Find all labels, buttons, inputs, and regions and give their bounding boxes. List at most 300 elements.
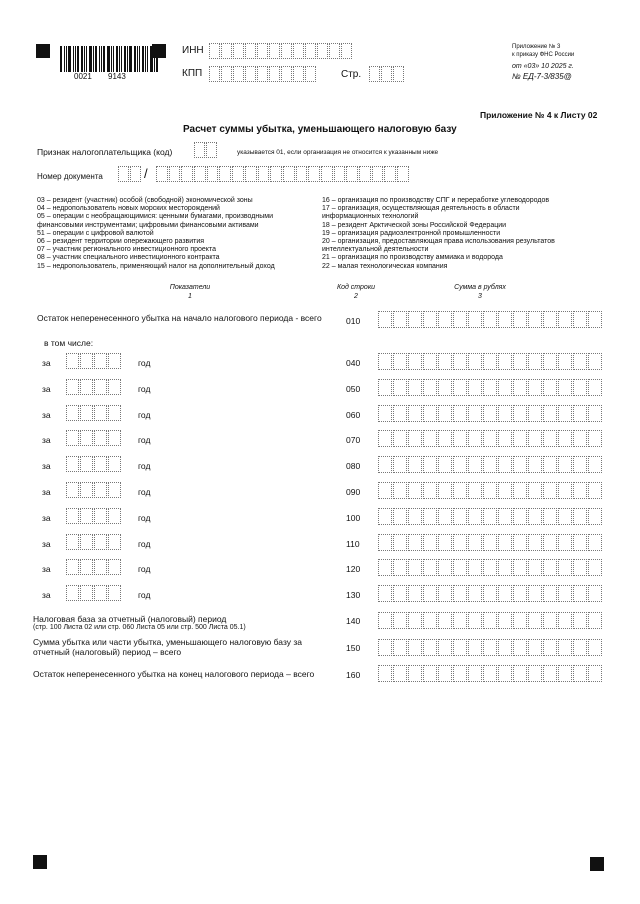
input-cell[interactable] <box>293 43 304 59</box>
input-cell[interactable] <box>513 534 527 551</box>
input-cell[interactable] <box>588 665 602 682</box>
row-080-amount[interactable] <box>378 456 603 473</box>
input-cell[interactable] <box>66 430 79 446</box>
input-cell[interactable] <box>94 405 107 421</box>
input-cell[interactable] <box>378 534 392 551</box>
input-cell[interactable] <box>483 456 497 473</box>
input-cell[interactable] <box>94 482 107 498</box>
input-cell[interactable] <box>588 379 602 396</box>
input-cell[interactable] <box>513 482 527 499</box>
input-cell[interactable] <box>453 639 467 656</box>
input-cell[interactable] <box>245 166 257 182</box>
input-cell[interactable] <box>108 405 121 421</box>
row-130-amount[interactable] <box>378 585 603 602</box>
input-cell[interactable] <box>588 311 602 328</box>
input-cell[interactable] <box>393 311 407 328</box>
input-cell[interactable] <box>108 482 121 498</box>
input-cell[interactable] <box>513 405 527 422</box>
input-cell[interactable] <box>80 534 93 550</box>
input-cell[interactable] <box>498 430 512 447</box>
input-cell[interactable] <box>408 559 422 576</box>
input-cell[interactable] <box>453 534 467 551</box>
input-cell[interactable] <box>296 166 308 182</box>
input-cell[interactable] <box>468 353 482 370</box>
input-cell[interactable] <box>80 353 93 369</box>
input-cell[interactable] <box>423 612 437 629</box>
input-cell[interactable] <box>483 482 497 499</box>
input-cell[interactable] <box>528 639 542 656</box>
input-cell[interactable] <box>543 311 557 328</box>
input-cell[interactable] <box>558 508 572 525</box>
input-cell[interactable] <box>207 166 219 182</box>
input-cell[interactable] <box>378 508 392 525</box>
input-cell[interactable] <box>118 166 129 182</box>
input-cell[interactable] <box>543 482 557 499</box>
input-cell[interactable] <box>66 534 79 550</box>
input-cell[interactable] <box>293 66 304 82</box>
row-120-year-field[interactable] <box>66 559 122 575</box>
input-cell[interactable] <box>438 534 452 551</box>
input-cell[interactable] <box>573 353 587 370</box>
input-cell[interactable] <box>384 166 396 182</box>
input-cell[interactable] <box>543 379 557 396</box>
input-cell[interactable] <box>423 456 437 473</box>
input-cell[interactable] <box>66 379 79 395</box>
input-cell[interactable] <box>408 612 422 629</box>
input-cell[interactable] <box>558 612 572 629</box>
input-cell[interactable] <box>381 66 392 82</box>
input-cell[interactable] <box>423 639 437 656</box>
input-cell[interactable] <box>543 405 557 422</box>
input-cell[interactable] <box>378 430 392 447</box>
input-cell[interactable] <box>558 665 572 682</box>
input-cell[interactable] <box>543 612 557 629</box>
input-cell[interactable] <box>528 585 542 602</box>
input-cell[interactable] <box>108 353 121 369</box>
input-cell[interactable] <box>483 508 497 525</box>
input-cell[interactable] <box>468 311 482 328</box>
row-080-year-field[interactable] <box>66 456 122 472</box>
input-cell[interactable] <box>378 311 392 328</box>
input-cell[interactable] <box>423 482 437 499</box>
input-cell[interactable] <box>438 353 452 370</box>
input-cell[interactable] <box>468 639 482 656</box>
input-cell[interactable] <box>66 482 79 498</box>
input-cell[interactable] <box>408 430 422 447</box>
input-cell[interactable] <box>558 353 572 370</box>
input-cell[interactable] <box>558 534 572 551</box>
input-cell[interactable] <box>573 639 587 656</box>
input-cell[interactable] <box>573 482 587 499</box>
input-cell[interactable] <box>528 405 542 422</box>
input-cell[interactable] <box>453 353 467 370</box>
input-cell[interactable] <box>232 166 244 182</box>
input-cell[interactable] <box>408 456 422 473</box>
row-060-amount[interactable] <box>378 405 603 422</box>
input-cell[interactable] <box>543 430 557 447</box>
input-cell[interactable] <box>108 534 121 550</box>
input-cell[interactable] <box>498 379 512 396</box>
input-cell[interactable] <box>94 534 107 550</box>
input-cell[interactable] <box>588 456 602 473</box>
input-cell[interactable] <box>305 66 316 82</box>
input-cell[interactable] <box>66 405 79 421</box>
input-cell[interactable] <box>221 66 232 82</box>
input-cell[interactable] <box>393 430 407 447</box>
input-cell[interactable] <box>438 639 452 656</box>
input-cell[interactable] <box>329 43 340 59</box>
input-cell[interactable] <box>80 456 93 472</box>
input-cell[interactable] <box>257 66 268 82</box>
input-cell[interactable] <box>408 534 422 551</box>
input-cell[interactable] <box>498 639 512 656</box>
input-cell[interactable] <box>483 612 497 629</box>
input-cell[interactable] <box>341 43 352 59</box>
input-cell[interactable] <box>468 559 482 576</box>
input-cell[interactable] <box>543 534 557 551</box>
input-cell[interactable] <box>528 430 542 447</box>
input-cell[interactable] <box>498 456 512 473</box>
input-cell[interactable] <box>245 43 256 59</box>
input-cell[interactable] <box>498 353 512 370</box>
input-cell[interactable] <box>270 166 282 182</box>
row-040-amount[interactable] <box>378 353 603 370</box>
input-cell[interactable] <box>423 405 437 422</box>
row-150-amount[interactable] <box>378 639 603 656</box>
input-cell[interactable] <box>281 43 292 59</box>
row-100-year-field[interactable] <box>66 508 122 524</box>
input-cell[interactable] <box>393 665 407 682</box>
input-cell[interactable] <box>498 534 512 551</box>
input-cell[interactable] <box>378 612 392 629</box>
input-cell[interactable] <box>130 166 141 182</box>
input-cell[interactable] <box>423 508 437 525</box>
input-cell[interactable] <box>393 559 407 576</box>
input-cell[interactable] <box>80 430 93 446</box>
input-cell[interactable] <box>453 379 467 396</box>
input-cell[interactable] <box>66 559 79 575</box>
input-cell[interactable] <box>94 379 107 395</box>
input-cell[interactable] <box>269 43 280 59</box>
input-cell[interactable] <box>588 559 602 576</box>
input-cell[interactable] <box>468 430 482 447</box>
input-cell[interactable] <box>393 585 407 602</box>
input-cell[interactable] <box>423 379 437 396</box>
row-050-year-field[interactable] <box>66 379 122 395</box>
input-cell[interactable] <box>543 508 557 525</box>
input-cell[interactable] <box>588 430 602 447</box>
input-cell[interactable] <box>94 353 107 369</box>
input-cell[interactable] <box>321 166 333 182</box>
input-cell[interactable] <box>558 379 572 396</box>
input-cell[interactable] <box>308 166 320 182</box>
input-cell[interactable] <box>528 456 542 473</box>
input-cell[interactable] <box>513 353 527 370</box>
input-cell[interactable] <box>393 66 404 82</box>
input-cell[interactable] <box>80 379 93 395</box>
input-cell[interactable] <box>66 585 79 601</box>
input-cell[interactable] <box>408 379 422 396</box>
input-cell[interactable] <box>498 508 512 525</box>
input-cell[interactable] <box>80 482 93 498</box>
row-110-year-field[interactable] <box>66 534 122 550</box>
input-cell[interactable] <box>80 559 93 575</box>
input-cell[interactable] <box>483 639 497 656</box>
input-cell[interactable] <box>219 166 231 182</box>
input-cell[interactable] <box>528 482 542 499</box>
input-cell[interactable] <box>305 43 316 59</box>
input-cell[interactable] <box>468 612 482 629</box>
input-cell[interactable] <box>468 379 482 396</box>
input-cell[interactable] <box>573 405 587 422</box>
input-cell[interactable] <box>573 508 587 525</box>
input-cell[interactable] <box>378 665 392 682</box>
input-cell[interactable] <box>66 456 79 472</box>
input-cell[interactable] <box>438 482 452 499</box>
input-cell[interactable] <box>453 311 467 328</box>
input-cell[interactable] <box>468 405 482 422</box>
row-070-year-field[interactable] <box>66 430 122 446</box>
input-cell[interactable] <box>108 559 121 575</box>
input-cell[interactable] <box>378 456 392 473</box>
input-cell[interactable] <box>423 353 437 370</box>
input-cell[interactable] <box>513 639 527 656</box>
input-cell[interactable] <box>498 405 512 422</box>
input-cell[interactable] <box>513 311 527 328</box>
input-cell[interactable] <box>181 166 193 182</box>
input-cell[interactable] <box>438 311 452 328</box>
input-cell[interactable] <box>483 534 497 551</box>
input-cell[interactable] <box>453 482 467 499</box>
input-cell[interactable] <box>498 585 512 602</box>
input-cell[interactable] <box>468 482 482 499</box>
input-cell[interactable] <box>543 585 557 602</box>
input-cell[interactable] <box>543 559 557 576</box>
input-cell[interactable] <box>438 430 452 447</box>
input-cell[interactable] <box>378 379 392 396</box>
input-cell[interactable] <box>233 43 244 59</box>
input-cell[interactable] <box>393 456 407 473</box>
input-cell[interactable] <box>573 585 587 602</box>
input-cell[interactable] <box>378 639 392 656</box>
input-cell[interactable] <box>558 585 572 602</box>
input-cell[interactable] <box>94 430 107 446</box>
input-cell[interactable] <box>408 585 422 602</box>
input-cell[interactable] <box>513 665 527 682</box>
input-cell[interactable] <box>80 508 93 524</box>
input-cell[interactable] <box>543 456 557 473</box>
input-cell[interactable] <box>453 559 467 576</box>
input-cell[interactable] <box>408 482 422 499</box>
input-cell[interactable] <box>393 405 407 422</box>
input-cell[interactable] <box>558 559 572 576</box>
input-cell[interactable] <box>209 66 220 82</box>
row-090-amount[interactable] <box>378 482 603 499</box>
input-cell[interactable] <box>498 482 512 499</box>
input-cell[interactable] <box>468 508 482 525</box>
input-cell[interactable] <box>156 166 168 182</box>
input-cell[interactable] <box>468 665 482 682</box>
input-cell[interactable] <box>393 482 407 499</box>
input-cell[interactable] <box>378 585 392 602</box>
input-cell[interactable] <box>408 353 422 370</box>
input-cell[interactable] <box>453 456 467 473</box>
input-cell[interactable] <box>588 612 602 629</box>
kpp-field[interactable] <box>209 66 317 82</box>
input-cell[interactable] <box>543 353 557 370</box>
input-cell[interactable] <box>483 353 497 370</box>
input-cell[interactable] <box>108 379 121 395</box>
input-cell[interactable] <box>94 456 107 472</box>
input-cell[interactable] <box>528 353 542 370</box>
input-cell[interactable] <box>483 665 497 682</box>
input-cell[interactable] <box>573 311 587 328</box>
row-130-year-field[interactable] <box>66 585 122 601</box>
input-cell[interactable] <box>588 639 602 656</box>
row-040-year-field[interactable] <box>66 353 122 369</box>
input-cell[interactable] <box>528 311 542 328</box>
input-cell[interactable] <box>80 405 93 421</box>
input-cell[interactable] <box>438 405 452 422</box>
row-100-amount[interactable] <box>378 508 603 525</box>
input-cell[interactable] <box>334 166 346 182</box>
input-cell[interactable] <box>438 379 452 396</box>
input-cell[interactable] <box>66 353 79 369</box>
doc-number-field-a[interactable] <box>118 166 142 182</box>
input-cell[interactable] <box>283 166 295 182</box>
row-160-amount[interactable] <box>378 665 603 682</box>
input-cell[interactable] <box>528 665 542 682</box>
input-cell[interactable] <box>397 166 409 182</box>
input-cell[interactable] <box>528 534 542 551</box>
input-cell[interactable] <box>194 166 206 182</box>
input-cell[interactable] <box>194 142 205 158</box>
input-cell[interactable] <box>483 405 497 422</box>
input-cell[interactable] <box>346 166 358 182</box>
input-cell[interactable] <box>558 456 572 473</box>
input-cell[interactable] <box>453 585 467 602</box>
input-cell[interactable] <box>483 559 497 576</box>
input-cell[interactable] <box>423 534 437 551</box>
input-cell[interactable] <box>528 379 542 396</box>
input-cell[interactable] <box>558 639 572 656</box>
input-cell[interactable] <box>108 508 121 524</box>
input-cell[interactable] <box>498 311 512 328</box>
input-cell[interactable] <box>423 559 437 576</box>
input-cell[interactable] <box>513 456 527 473</box>
row-060-year-field[interactable] <box>66 405 122 421</box>
input-cell[interactable] <box>423 430 437 447</box>
input-cell[interactable] <box>221 43 232 59</box>
input-cell[interactable] <box>453 430 467 447</box>
row-010-amount[interactable] <box>378 311 603 328</box>
input-cell[interactable] <box>408 311 422 328</box>
input-cell[interactable] <box>498 665 512 682</box>
input-cell[interactable] <box>468 534 482 551</box>
input-cell[interactable] <box>483 311 497 328</box>
input-cell[interactable] <box>108 430 121 446</box>
input-cell[interactable] <box>513 508 527 525</box>
input-cell[interactable] <box>408 665 422 682</box>
input-cell[interactable] <box>423 665 437 682</box>
input-cell[interactable] <box>588 585 602 602</box>
input-cell[interactable] <box>408 405 422 422</box>
input-cell[interactable] <box>483 379 497 396</box>
input-cell[interactable] <box>269 66 280 82</box>
input-cell[interactable] <box>513 585 527 602</box>
input-cell[interactable] <box>378 353 392 370</box>
input-cell[interactable] <box>528 612 542 629</box>
input-cell[interactable] <box>468 456 482 473</box>
input-cell[interactable] <box>94 585 107 601</box>
input-cell[interactable] <box>233 66 244 82</box>
input-cell[interactable] <box>408 508 422 525</box>
input-cell[interactable] <box>573 379 587 396</box>
input-cell[interactable] <box>573 456 587 473</box>
input-cell[interactable] <box>573 612 587 629</box>
input-cell[interactable] <box>513 559 527 576</box>
input-cell[interactable] <box>393 612 407 629</box>
input-cell[interactable] <box>372 166 384 182</box>
input-cell[interactable] <box>393 639 407 656</box>
input-cell[interactable] <box>108 456 121 472</box>
input-cell[interactable] <box>66 508 79 524</box>
input-cell[interactable] <box>513 379 527 396</box>
input-cell[interactable] <box>453 508 467 525</box>
input-cell[interactable] <box>206 142 217 158</box>
input-cell[interactable] <box>498 559 512 576</box>
input-cell[interactable] <box>573 559 587 576</box>
input-cell[interactable] <box>558 482 572 499</box>
input-cell[interactable] <box>245 66 256 82</box>
input-cell[interactable] <box>393 353 407 370</box>
input-cell[interactable] <box>588 508 602 525</box>
input-cell[interactable] <box>453 405 467 422</box>
input-cell[interactable] <box>80 585 93 601</box>
input-cell[interactable] <box>94 508 107 524</box>
input-cell[interactable] <box>108 585 121 601</box>
input-cell[interactable] <box>408 639 422 656</box>
input-cell[interactable] <box>438 612 452 629</box>
input-cell[interactable] <box>513 430 527 447</box>
input-cell[interactable] <box>378 482 392 499</box>
inn-field[interactable] <box>209 43 353 59</box>
input-cell[interactable] <box>393 508 407 525</box>
input-cell[interactable] <box>468 585 482 602</box>
input-cell[interactable] <box>258 166 270 182</box>
input-cell[interactable] <box>558 311 572 328</box>
input-cell[interactable] <box>359 166 371 182</box>
input-cell[interactable] <box>588 534 602 551</box>
row-110-amount[interactable] <box>378 534 603 551</box>
page-number-field[interactable] <box>369 66 405 82</box>
input-cell[interactable] <box>317 43 328 59</box>
row-120-amount[interactable] <box>378 559 603 576</box>
input-cell[interactable] <box>393 379 407 396</box>
input-cell[interactable] <box>169 166 181 182</box>
input-cell[interactable] <box>543 639 557 656</box>
input-cell[interactable] <box>378 559 392 576</box>
input-cell[interactable] <box>588 353 602 370</box>
input-cell[interactable] <box>453 612 467 629</box>
input-cell[interactable] <box>438 559 452 576</box>
input-cell[interactable] <box>423 311 437 328</box>
input-cell[interactable] <box>438 665 452 682</box>
input-cell[interactable] <box>498 612 512 629</box>
input-cell[interactable] <box>528 559 542 576</box>
input-cell[interactable] <box>483 585 497 602</box>
input-cell[interactable] <box>378 405 392 422</box>
